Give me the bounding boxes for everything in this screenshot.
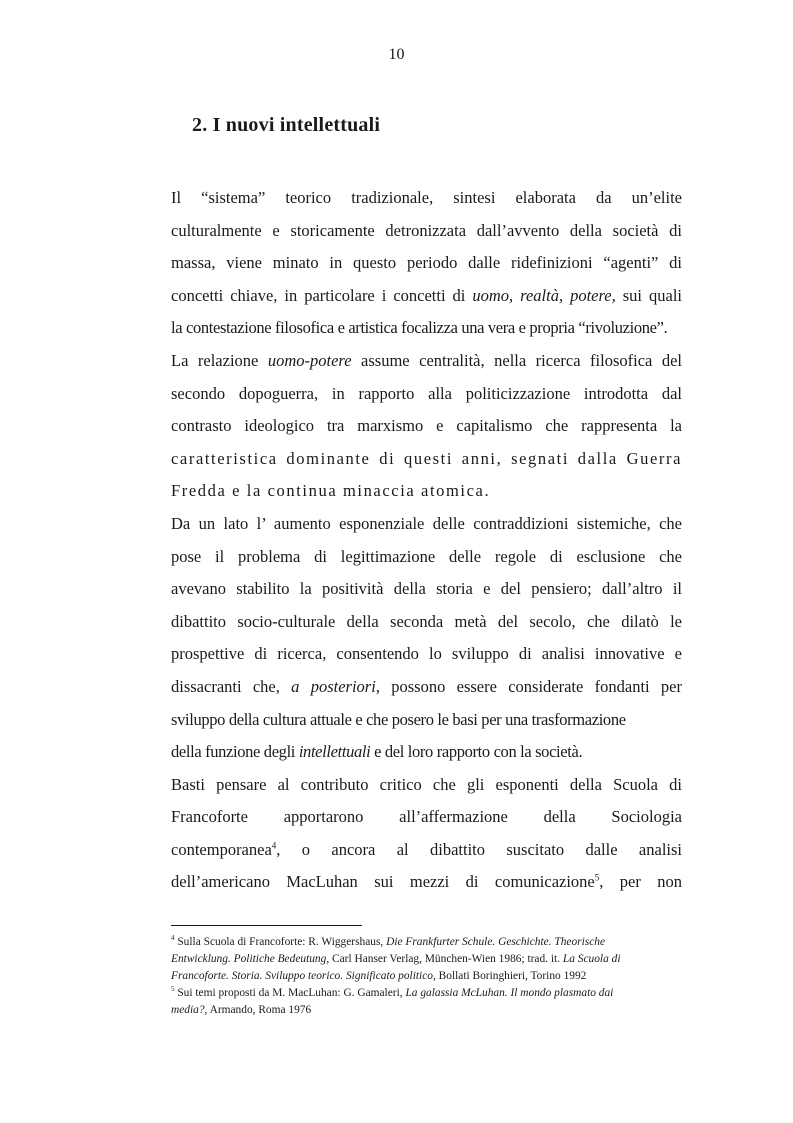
italic-term: a posteriori [291, 676, 376, 696]
body-text-run: secondo dopoguerra, in rapporto alla politicizzazione introdotta dal [171, 383, 682, 403]
body-text-run: e del loro rapporto con la società. [370, 742, 583, 762]
footnote-number: 4 [171, 934, 175, 943]
body-text-run: massa, viene minato in questo periodo dalle ridefinizioni “agenti” di [171, 253, 682, 273]
body-text-run: , per non [599, 872, 682, 892]
footnote-line [171, 934, 682, 951]
footnote-italic: La Scuola di [562, 953, 621, 965]
section-heading: 2. I nuovi intellettuali [192, 114, 381, 136]
body-text [171, 182, 682, 899]
body-line [171, 801, 682, 834]
footnote-separator [171, 925, 362, 926]
body-line [171, 378, 682, 411]
footnote-line [171, 1002, 682, 1019]
body-line [171, 769, 682, 802]
body-text-run: assume centralità, nella ricerca filosofica del [351, 350, 683, 370]
body-line [171, 573, 682, 606]
body-line [171, 280, 682, 313]
body-line [171, 866, 682, 899]
body-text-run: Fredda e la continua minaccia atomica. [171, 481, 491, 501]
body-text-run: , possono essere considerate fondanti per [375, 676, 682, 696]
body-text-run: , o ancora al dibattito suscitato dalle analisi [276, 839, 682, 859]
footnote-ref: 4 [271, 840, 277, 851]
body-text-run: la contestazione filosofica e artistica focalizza una vera e propria “rivoluzione”. [171, 318, 668, 338]
body-text-run: avevano stabilito la positività della storia e del pensiero; dall’altro il [171, 579, 682, 599]
footnote-text: , Armando, Roma 1976 [204, 1004, 312, 1016]
footnote-italic: Entwicklung. Politiche Bedeutung [171, 953, 327, 965]
body-text-run: Francoforte apportarono all’affermazione della Sociologia [171, 807, 682, 827]
body-text-run: dissacranti che, [171, 676, 292, 696]
footnote-text: Sulla Scuola di Francoforte: R. Wiggershaus, [174, 936, 387, 948]
body-text-run: contemporanea [171, 839, 272, 859]
body-text-run: Da un lato l’ aumento esponenziale delle contraddizioni sistemiche, che [171, 513, 682, 533]
footnote-ref: 5 [594, 872, 600, 883]
body-text-run: prospettive di ricerca, consentendo lo sviluppo di analisi innovative e [171, 644, 682, 664]
footnote-italic: La galassia McLuhan. Il mondo plasmato dai [405, 987, 614, 999]
footnote-italic: media? [171, 1004, 205, 1016]
body-line [171, 541, 682, 574]
body-line [171, 671, 682, 704]
footnote-line [171, 951, 682, 968]
body-line [171, 247, 682, 280]
body-text-run: culturalmente e storicamente detronizzata dall’avvento della società di [171, 220, 682, 240]
body-text-run: dibattito socio-culturale della seconda metà del secolo, che dilatò le [171, 611, 682, 631]
footnote-text: , Bollati Boringhieri, Torino 1992 [432, 970, 587, 982]
body-line [171, 410, 682, 443]
footnote-number: 5 [171, 985, 175, 994]
body-text-run: della funzione degli [171, 742, 299, 762]
body-line [171, 443, 682, 476]
italic-term: uomo, realtà, potere, [472, 285, 616, 305]
body-text-run: pose il problema di legittimazione delle regole di esclusione che [171, 546, 682, 566]
body-line [171, 638, 682, 671]
body-text-run: La relazione [171, 350, 268, 370]
body-line [171, 215, 682, 248]
body-line [171, 606, 682, 639]
body-text-run: Basti pensare al contributo critico che gli esponenti della Scuola di [171, 774, 682, 794]
body-line [171, 508, 682, 541]
body-line [171, 345, 682, 378]
body-text-run: sviluppo della cultura attuale e che posero le basi per una trasformazione [171, 709, 626, 729]
body-line [171, 475, 682, 508]
body-text-run: sui quali [615, 285, 682, 305]
body-text-run: concetti chiave, in particolare i concetti di [171, 285, 473, 305]
body-line [171, 704, 682, 737]
body-line [171, 182, 682, 215]
footnotes [171, 934, 682, 1019]
italic-term: intellettuali [298, 742, 371, 762]
body-text-run: Il “sistema” teorico tradizionale, sintesi elaborata da un’elite [171, 188, 682, 207]
footnote-line [171, 985, 682, 1002]
body-text-run: caratteristica dominante di questi anni, segnati dalla Guerra [171, 448, 682, 468]
footnote-text: , Carl Hanser Verlag, München-Wien 1986; trad. it. [326, 953, 563, 965]
body-text-run: dell’americano MacLuhan sui mezzi di comunicazione [171, 872, 595, 892]
page-number: 10 [388, 46, 405, 63]
footnote-italic: Die Frankfurter Schule. Geschichte. Theorische [386, 936, 606, 948]
footnote-italic: Francoforte. Storia. Sviluppo teorico. Significato politico [171, 970, 433, 982]
footnote-text: Sui temi proposti da M. MacLuhan: G. Gamaleri, [174, 987, 406, 999]
footnote-line [171, 968, 682, 985]
body-line [171, 736, 682, 769]
body-line [171, 312, 682, 345]
body-line [171, 834, 682, 867]
body-text-run: contrasto ideologico tra marxismo e capitalismo che rappresenta la [171, 416, 682, 436]
italic-term: uomo-potere [267, 350, 352, 370]
